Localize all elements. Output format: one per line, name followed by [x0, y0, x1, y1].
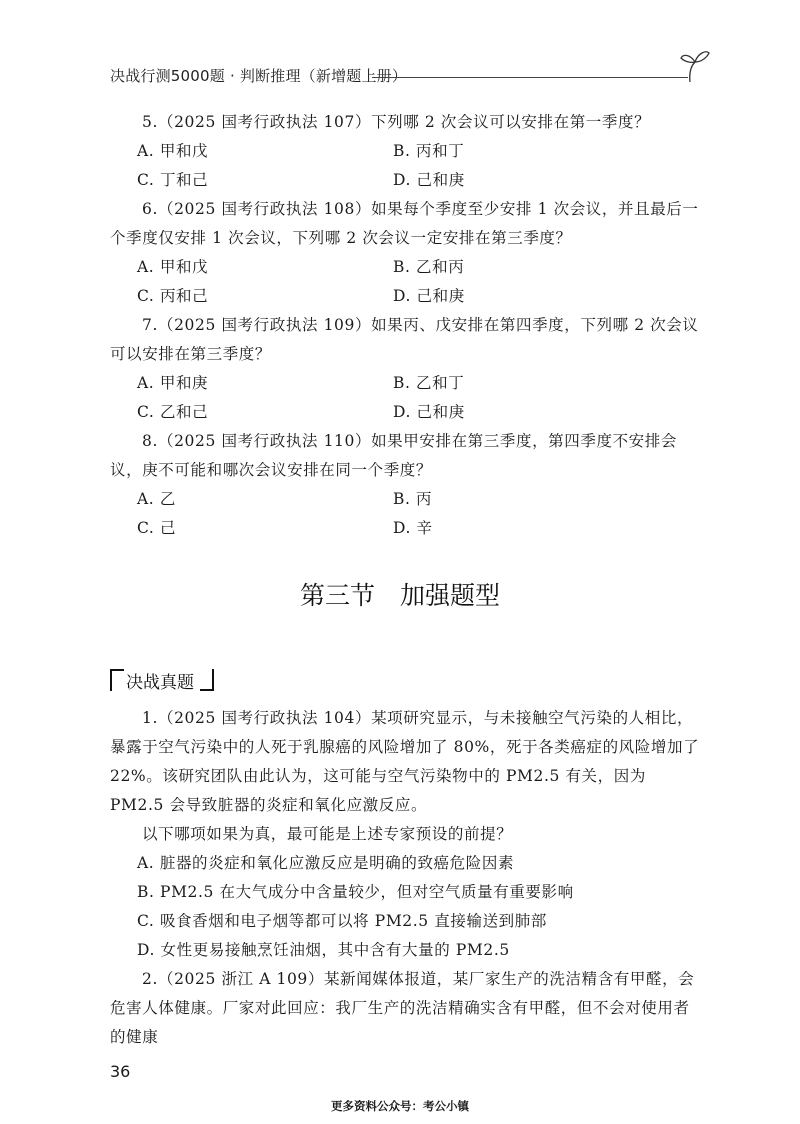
question-5-options	[110, 137, 700, 195]
option: C. 己	[137, 519, 177, 537]
bracket-open-icon	[110, 669, 124, 691]
option: C. 乙和己	[137, 403, 209, 421]
option: B. 丙	[393, 490, 433, 508]
question-6-options	[110, 253, 700, 311]
book-title: 决战行测5000题 · 判断推理（新增题上册）	[110, 66, 413, 86]
option: D. 己和庚	[393, 403, 465, 421]
question-2-stem: 2.（2025 浙江 A 109）某新闻媒体报道，某厂家生产的洗洁精含有甲醛，会危害人体健康。厂家对此回应：我厂生产的洗洁精确实含有甲醛，但不会对使用者的健康	[110, 970, 695, 1046]
header-rule	[372, 77, 688, 78]
option: D. 女性更易接触烹饪油烟，其中含有大量的 PM2.5	[137, 941, 510, 959]
option: A. 乙	[137, 490, 176, 508]
sprout-icon	[680, 48, 710, 82]
question-7-options	[110, 369, 700, 427]
option: D. 己和庚	[393, 171, 465, 189]
option: C. 吸食香烟和电子烟等都可以将 PM2.5 直接输送到肺部	[137, 912, 547, 930]
real-questions-label-text: 决战真题	[126, 673, 194, 693]
option: A. 甲和庚	[137, 374, 209, 392]
questions-bottom	[110, 704, 700, 1052]
question-1-prompt: 以下哪项如果为真，最可能是上述专家预设的前提？	[142, 825, 513, 843]
option: B. 丙和丁	[393, 142, 465, 160]
option: C. 丙和己	[137, 287, 209, 305]
real-questions-label	[110, 666, 214, 696]
running-header	[110, 66, 700, 92]
option: C. 丁和己	[137, 171, 209, 189]
question-1-options	[110, 849, 700, 965]
questions-top	[110, 108, 700, 543]
option: B. 乙和丙	[393, 258, 465, 276]
question-8-options	[110, 485, 700, 543]
option: D. 己和庚	[393, 287, 465, 305]
question-5-stem: 5.（2025 国考行政执法 107）下列哪 2 次会议可以安排在第一季度？	[142, 113, 651, 131]
option: B. 乙和丁	[393, 374, 465, 392]
option: B. PM2.5 在大气成分中含量较少，但对空气质量有重要影响	[137, 883, 574, 901]
question-6-stem: 6.（2025 国考行政执法 108）如果每个季度至少安排 1 次会议，并且最后一个季度仅安排 1 次会议，下列哪 2 次会议一定安排在第三季度？	[110, 200, 699, 247]
question-7-stem: 7.（2025 国考行政执法 109）如果丙、戊安排在第四季度，下列哪 2 次会议可以安排在第三季度？	[110, 316, 699, 363]
page-number: 36	[110, 1062, 131, 1081]
option: A. 脏器的炎症和氧化应激反应是明确的致癌危险因素	[137, 854, 515, 872]
option: A. 甲和戊	[137, 258, 209, 276]
question-1-stem: 1.（2025 国考行政执法 104）某项研究显示，与未接触空气污染的人相比，暴露于空气污染中的人死于乳腺癌的风险增加了 80%，死于各类癌症的风险增加了 22%。该研究团队由此认为，这可能与空气污染物中的 PM2.5 有关，因为 PM2.5 会导致脏器的炎症和氧化应激反应。	[110, 709, 700, 814]
bracket-close-icon	[200, 669, 214, 691]
question-8-stem: 8.（2025 国考行政执法 110）如果甲安排在第三季度，第四季度不安排会议，庚不可能和哪次会议安排在同一个季度？	[110, 432, 677, 479]
section-title: 第三节 加强题型	[299, 581, 500, 610]
option: A. 甲和戊	[137, 142, 209, 160]
footer-note: 更多资料公众号：考公小镇	[331, 1099, 469, 1113]
option: D. 辛	[393, 519, 433, 537]
